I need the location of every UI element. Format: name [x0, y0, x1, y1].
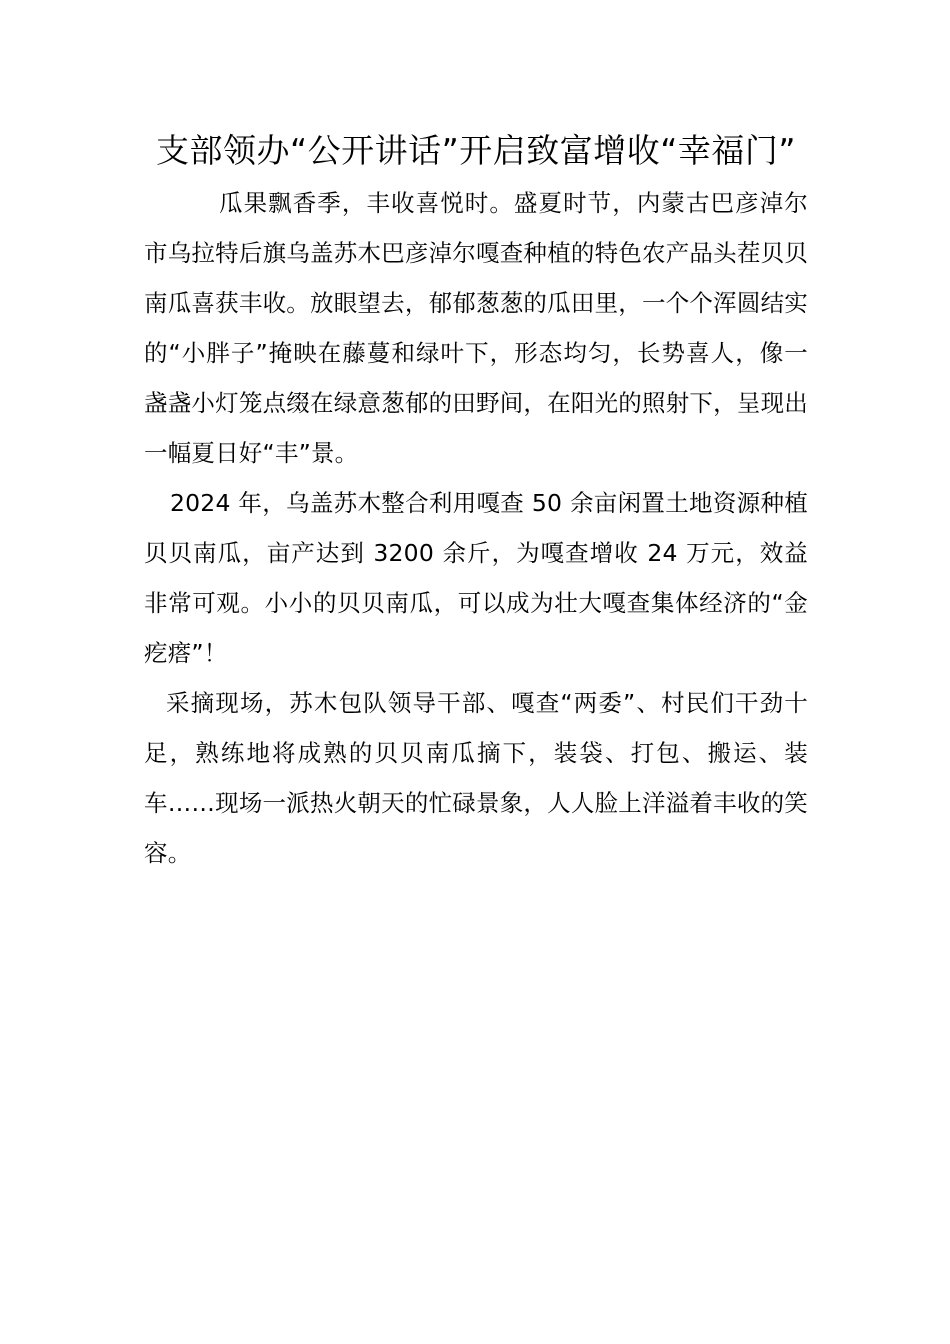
- document-title: 支部领办“公开讲话”开启致富增收“幸福门”: [156, 131, 796, 170]
- paragraph-income-figures: 2024 年，乌盖苏木整合利用嘎查 50 余亩闲置土地资源种植贝贝南瓜，亩产达到 3200 余斤，为嘎查增收 24 万元，效益非常可观。小小的贝贝南瓜，可以成为壮大嘎查集体经济的“金疙瘩”！: [144, 489, 808, 667]
- paragraph-harvest-scene: 瓜果飘香季，丰收喜悦时。盛夏时节，内蒙古巴彦淖尔市乌拉特后旗乌盖苏木巴彦淖尔嘎查种植的特色农产品头茬贝贝南瓜喜获丰收。放眼望去，郁郁葱葱的瓜田里，一个个浑圆结实的“小胖子”掩映在藤蔓和绿叶下，形态均匀，长势喜人，像一盏盏小灯笼点缀在绿意葱郁的田野间，在阳光的照射下，呈现出一幅夏日好“丰”景。: [144, 189, 808, 467]
- document-page: [144, 128, 808, 878]
- paragraph-picking-site: 采摘现场，苏木包队领导干部、嘎查“两委”、村民们干劲十足，熟练地将成熟的贝贝南瓜摘下，装袋、打包、搬运、装车……现场一派热火朝天的忙碌景象，人人脸上洋溢着丰收的笑容。: [144, 689, 808, 867]
